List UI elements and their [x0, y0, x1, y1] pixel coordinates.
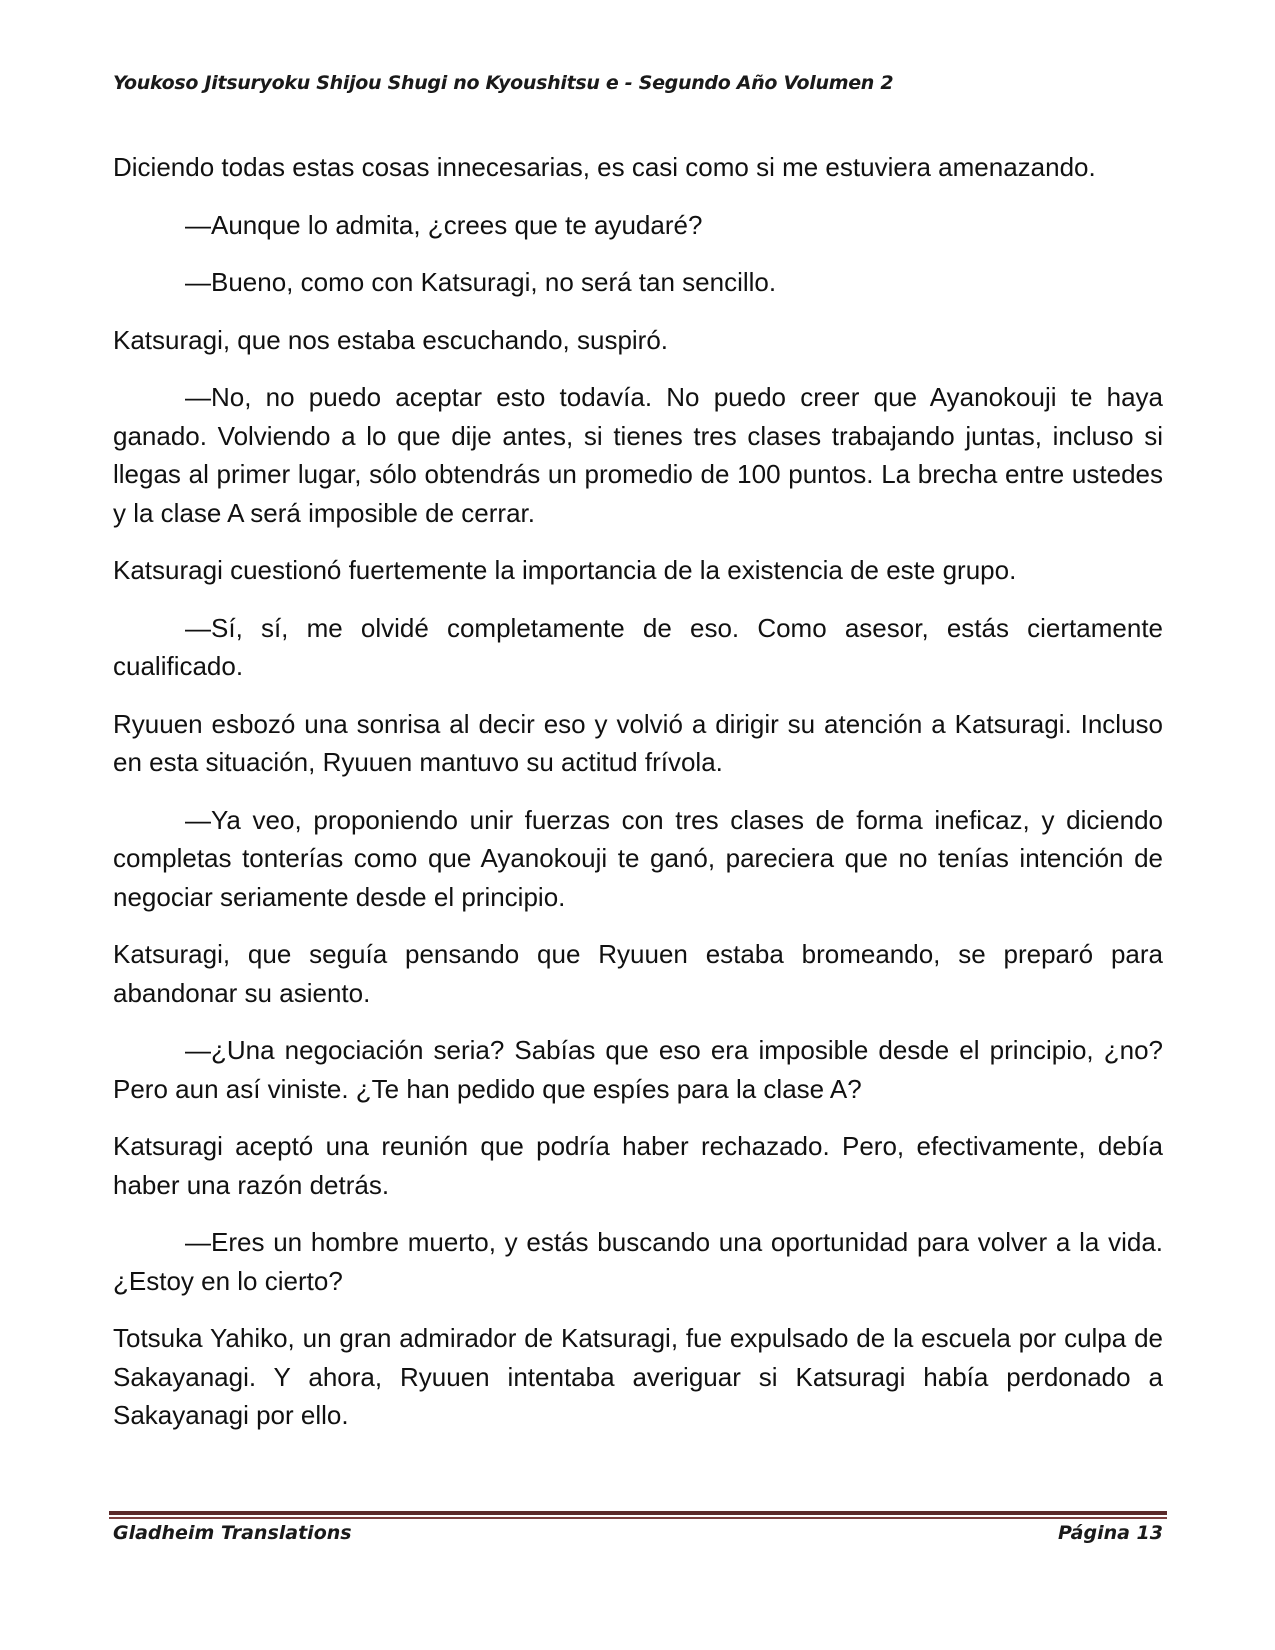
page-number: Página 13 [1057, 1522, 1163, 1544]
paragraph: Katsuragi, que seguía pensando que Ryuuen estaba bromeando, se preparó para abandonar su asiento. [113, 939, 1163, 1008]
page-footer [113, 1522, 1163, 1544]
footer-divider-thin [109, 1517, 1167, 1519]
dialog-paragraph: —Ya veo, proponiendo unir fuerzas con tres clases de forma ineficaz, y diciendo completas tonterías como que Ayanokouji te ganó, pareciera que no tenías intención de negociar seriamente desde el principio. [113, 804, 1163, 912]
paragraph: Totsuka Yahiko, un gran admirador de Katsuragi, fue expulsado de la escuela por culpa de Sakayanagi. Y ahora, Ryuuen intentaba averiguar si Katsuragi había perdonado a Sakayanagi por ello. [113, 1323, 1163, 1430]
body-text [113, 148, 1163, 1454]
dialog-paragraph: —Eres un hombre muerto, y estás buscando una oportunidad para volver a la vida. ¿Estoy en lo cierto? [113, 1227, 1163, 1296]
page-header: Youkoso Jitsuryoku Shijou Shugi no Kyoushitsu e - Segundo Año Volumen 2 [113, 72, 894, 94]
paragraph: Katsuragi aceptó una reunión que podría haber rechazado. Pero, efectivamente, debía haber una razón detrás. [113, 1131, 1163, 1200]
paragraph: Ryuuen esbozó una sonrisa al decir eso y volvió a dirigir su atención a Katsuragi. Incluso en esta situación, Ryuuen mantuvo su actitud frívola. [113, 708, 1163, 777]
footer-credit: Gladheim Translations [113, 1522, 352, 1544]
paragraph: Diciendo todas estas cosas innecesarias, es casi como si me estuviera amenazando. [113, 152, 1096, 182]
dialog-paragraph: —Aunque lo admita, ¿crees que te ayudaré? [185, 209, 703, 240]
paragraph: Katsuragi, que nos estaba escuchando, suspiró. [113, 324, 669, 355]
dialog-paragraph: —¿Una negociación seria? Sabías que eso era imposible desde el principio, ¿no? Pero aun así viniste. ¿Te han pedido que espíes para la clase A? [113, 1035, 1163, 1104]
footer-divider-thick [109, 1511, 1167, 1515]
dialog-paragraph: —Bueno, como con Katsuragi, no será tan sencillo. [185, 267, 777, 297]
dialog-paragraph: —Sí, sí, me olvidé completamente de eso. Como asesor, estás ciertamente cualificado. [113, 612, 1163, 681]
dialog-paragraph: —No, no puedo aceptar esto todavía. No puedo creer que Ayanokouji te haya ganado. Volviendo a lo que dije antes, si tienes tres clases trabajando juntas, incluso si llegas al primer lugar, sólo obtendrás un promedio de 100 puntos. La brecha entre ustedes y la clase A será imposible de cerrar. [113, 382, 1163, 528]
footer-divider [109, 1511, 1167, 1520]
paragraph: Katsuragi cuestionó fuertemente la importancia de la existencia de este grupo. [113, 555, 1017, 585]
